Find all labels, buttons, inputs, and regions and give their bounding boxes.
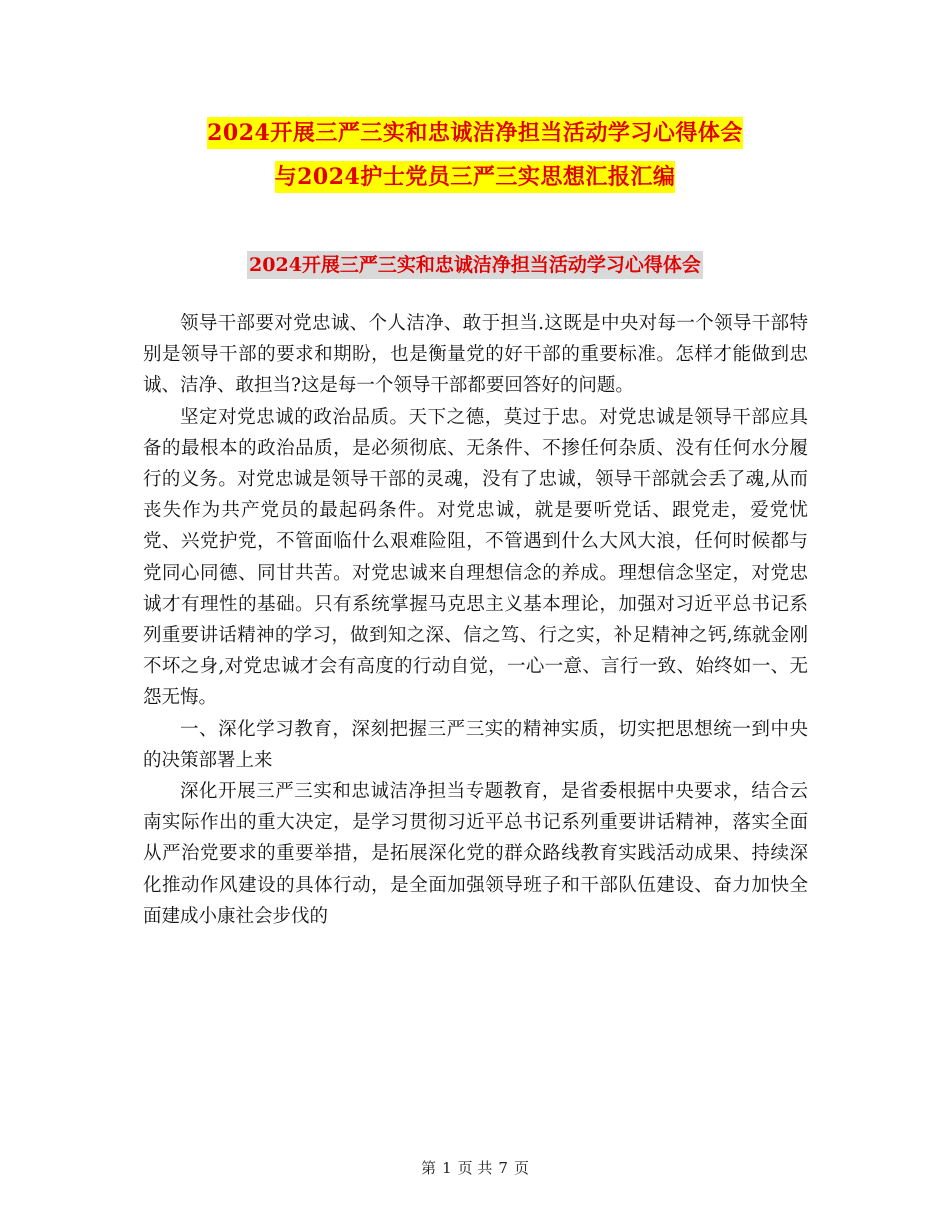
footer-page-number: 1 <box>442 1159 452 1177</box>
footer-total-pages: 7 <box>498 1159 508 1177</box>
document-body <box>143 308 808 932</box>
document-title-line-2: 与2024护士党员三严三实思想汇报汇编 <box>0 160 950 191</box>
footer-suffix: 页 <box>513 1159 529 1177</box>
paragraph: 领导干部要对党忠诚、个人洁净、敢于担当.这既是中央对每一个领导干部特别是领导干部的要求和期盼，也是衡量党的好干部的重要标准。怎样才能做到忠诚、洁净、敢担当?这是每一个领导干部都要回答好的问题。 <box>143 313 808 397</box>
document-title-line-1: 2024开展三严三实和忠诚洁净担当活动学习心得体会 <box>0 116 950 147</box>
paragraph: 坚定对党忠诚的政治品质。天下之德，莫过于忠。对党忠诚是领导干部应具备的最根本的政治品质，是必须彻底、无条件、不掺任何杂质、没有任何水分履行的义务。对党忠诚是领导干部的灵魂，没有了忠诚，领导干部就会丢了魂,从而丧失作为共产党员的最起码条件。对党忠诚，就是要听党话、跟党走，爱党忧党、兴党护党，不管面临什么艰难险阻，不管遇到什么大风大浪，任何时候都与党同心同德、同甘共苦。对党忠诚来自理想信念的养成。理想信念坚定，对党忠诚才有理性的基础。只有系统掌握马克思主义基本理论，加强对习近平总书记系列重要讲话精神的学习，做到知之深、信之笃、行之实，补足精神之钙,练就金刚不坏之身,对党忠诚才会有高度的行动自觉，一心一意、言行一致、始终如一、无怨无悔。 <box>143 406 808 709</box>
section-title: 2024开展三严三实和忠诚洁净担当活动学习心得体会 <box>0 250 950 277</box>
page-footer <box>0 1157 950 1178</box>
footer-mid: 页 共 <box>457 1159 493 1177</box>
footer-prefix: 第 <box>421 1159 437 1177</box>
paragraph: 深化开展三严三实和忠诚洁净担当专题教育，是省委根据中央要求，结合云南实际作出的重大决定，是学习贯彻习近平总书记系列重要讲话精神，落实全面从严治党要求的重要举措，是拓展深化党的群众路线教育实践活动成果、持续深化推动作风建设的具体行动，是全面加强领导班子和干部队伍建设、奋力加快全面建成小康社会步伐的 <box>143 781 808 927</box>
paragraph: 一、深化学习教育，深刻把握三严三实的精神实质，切实把思想统一到中央的决策部署上来 <box>143 718 808 771</box>
